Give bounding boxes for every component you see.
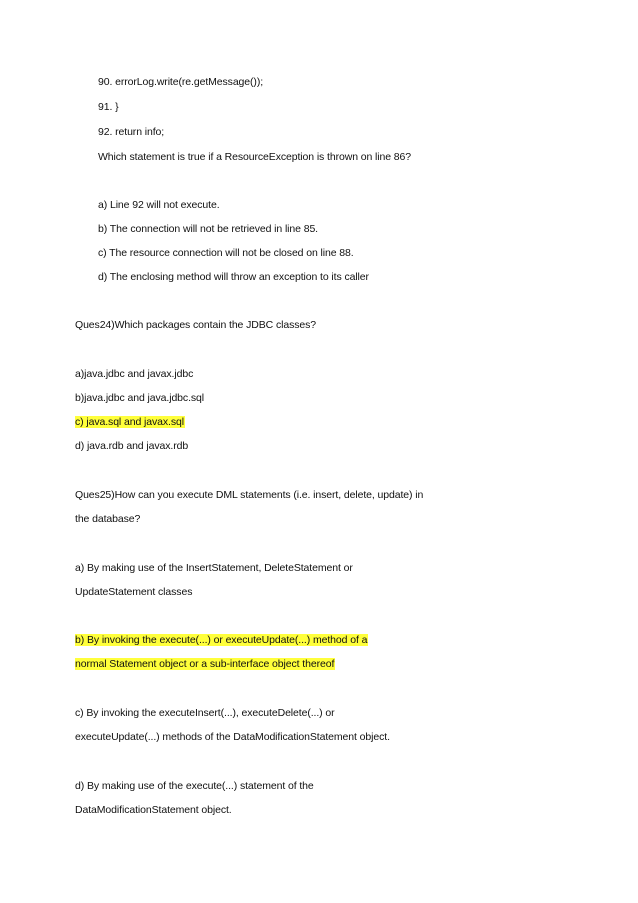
code-line-92: 92. return info; [98,126,165,138]
q24-option-c-highlight: c) java.sql and javax.sql [75,416,184,428]
q23-option-d: d) The enclosing method will throw an exception to its caller [98,271,369,283]
q25-option-a-line-1: a) By making use of the InsertStatement, DeleteStatement or [75,562,353,574]
q23-question: Which statement is true if a ResourceException is thrown on line 86? [98,151,412,163]
q25-option-b-line-1 [75,633,368,647]
q24-option-b: b)java.jdbc and java.jdbc.sql [75,392,205,404]
q24-question: Ques24)Which packages contain the JDBC classes? [75,319,317,331]
q24-option-c [75,415,185,429]
q25-option-a-line-2: UpdateStatement classes [75,586,193,598]
code-line-91: 91. } [98,101,119,113]
q25-option-b-line-2 [75,657,335,671]
q24-option-a: a)java.jdbc and javax.jdbc [75,368,194,380]
q23-option-b: b) The connection will not be retrieved in line 85. [98,223,319,235]
q25-question-line-2: the database? [75,513,141,525]
q25-option-c-line-1: c) By invoking the executeInsert(...), executeDelete(...) or [75,707,335,719]
q23-option-c: c) The resource connection will not be closed on line 88. [98,247,354,259]
q25-option-d-line-2: DataModificationStatement object. [75,804,232,816]
code-line-90: 90. errorLog.write(re.getMessage()); [98,76,264,88]
q25-option-c-line-2: executeUpdate(...) methods of the DataModificationStatement object. [75,731,390,743]
q23-option-a: a) Line 92 will not execute. [98,199,220,211]
q25-option-b-highlight-2: normal Statement object or a sub-interface object thereof [75,658,335,670]
q25-option-b-highlight-1: b) By invoking the execute(...) or executeUpdate(...) method of a [75,634,368,646]
q25-option-d-line-1: d) By making use of the execute(...) statement of the [75,780,314,792]
q25-question-line-1: Ques25)How can you execute DML statements (i.e. insert, delete, update) in [75,489,424,501]
q24-option-d: d) java.rdb and javax.rdb [75,440,189,452]
